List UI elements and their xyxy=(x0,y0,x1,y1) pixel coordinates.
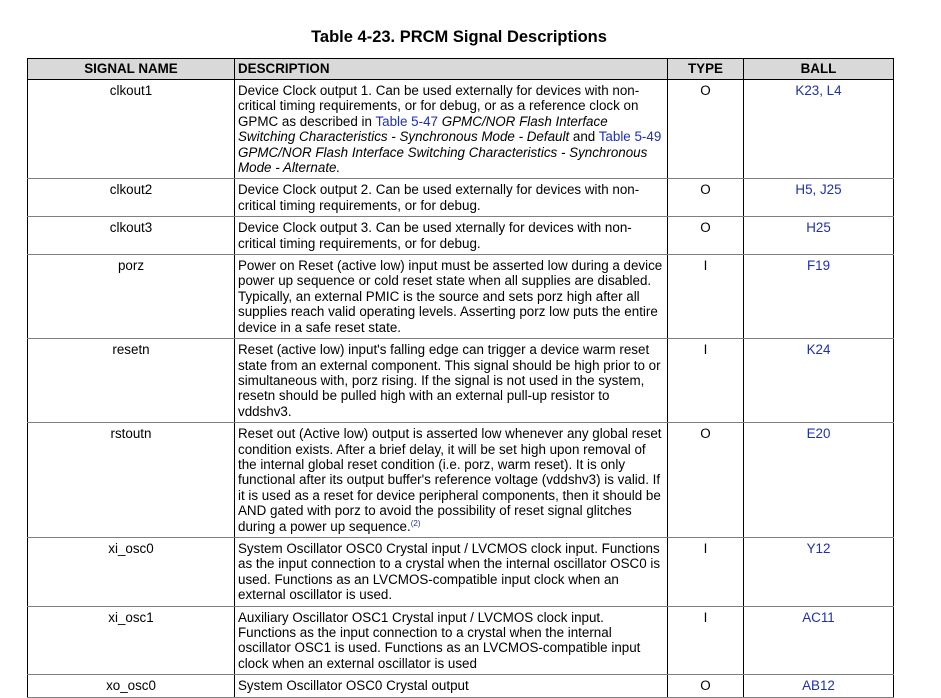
table-title: Table 4-23. PRCM Signal Descriptions xyxy=(311,28,607,46)
table-link[interactable]: Table 5-49 xyxy=(598,129,662,145)
ball-cell[interactable]: AC11 xyxy=(744,606,894,675)
type-cell: I xyxy=(668,255,744,339)
prcm-signal-table xyxy=(27,58,894,698)
ball-cell[interactable]: K23, L4 xyxy=(744,80,894,179)
type-cell: O xyxy=(668,675,744,697)
table-row xyxy=(28,255,894,339)
description-cell: System Oscillator OSC0 Crystal input / LVCMOS clock input. Functions as the input connection to a crystal when the internal oscillator OSC0 is used. Functions as an LVCMOS-compatible input clock when an external oscillator is used. xyxy=(235,537,668,606)
ball-cell[interactable]: F19 xyxy=(744,255,894,339)
description-cell: Reset (active low) input's falling edge can trigger a device warm reset state from an external component. This signal should be high prior to or simultaneous with, porz rising. If the signal is not used in the system, resetn should be pulled high with an external pull-up resistor to vddshv3. xyxy=(235,339,668,423)
header-type: TYPE xyxy=(668,59,744,80)
table-link-title: GPMC/NOR Flash Interface Switching Characteristics - Synchronous Mode - Alternate xyxy=(238,144,648,176)
description-cell xyxy=(235,80,668,179)
signal-name-cell: xo_osc0 xyxy=(28,675,235,697)
type-cell: I xyxy=(668,537,744,606)
signal-name-cell: porz xyxy=(28,255,235,339)
table-row xyxy=(28,423,894,538)
description-text: Reset out (Active low) output is asserted low whenever any global reset condition exists. After a brief delay, it will be set high upon removal of the internal global reset condition (i.e. porz, warm reset). It is only functional after its output buffer's reference voltage (vddshv3) is valid. If it is used as a reset for device peripheral components, then it should be AND gated with porz to avoid the possibility of reset signal glitches during a power up sequence. xyxy=(238,426,662,534)
type-cell: O xyxy=(668,423,744,538)
description-text: Device Clock output 1. Can be used externally for devices with non-critical timing requirements, or for debug, or as a reference clock on GPMC as described in xyxy=(238,83,640,129)
table-row xyxy=(28,339,894,423)
description-cell: Device Clock output 2. Can be used externally for devices with non-critical timing requirements, or for debug. xyxy=(235,179,668,217)
ball-cell[interactable]: AB12 xyxy=(744,675,894,697)
description-text: . xyxy=(336,160,341,176)
type-cell: I xyxy=(668,606,744,675)
signal-name-cell: clkout3 xyxy=(28,217,235,255)
description-cell: System Oscillator OSC0 Crystal output xyxy=(235,675,668,697)
header-description: DESCRIPTION xyxy=(235,59,668,80)
signal-name-cell: xi_osc1 xyxy=(28,606,235,675)
description-cell: Power on Reset (active low) input must be asserted low during a device power up sequence or cold reset state when all supplies are disabled. Typically, an external PMIC is the source and sets porz high after all supplies reach valid operating levels. Asserting porz low puts the entire device in a safe reset state. xyxy=(235,255,668,339)
signal-name-cell: rstoutn xyxy=(28,423,235,538)
type-cell: O xyxy=(668,217,744,255)
header-signal-name: SIGNAL NAME xyxy=(28,59,235,80)
signal-name-cell: resetn xyxy=(28,339,235,423)
description-text: and xyxy=(569,129,599,145)
table-row xyxy=(28,537,894,606)
table-row xyxy=(28,675,894,697)
ball-cell[interactable]: K24 xyxy=(744,339,894,423)
table-row xyxy=(28,606,894,675)
table-link[interactable]: Table 5-47 xyxy=(375,113,438,129)
description-cell: Auxiliary Oscillator OSC1 Crystal input / LVCMOS clock input. Functions as the input connection to a crystal when the internal oscillator OSC1 is used. Functions as an LVCMOS-compatible input clock when an external oscillator is used xyxy=(235,606,668,675)
ball-cell[interactable]: H25 xyxy=(744,217,894,255)
ball-cell[interactable]: E20 xyxy=(744,423,894,538)
description-cell xyxy=(235,423,668,538)
type-cell: O xyxy=(668,179,744,217)
type-cell: I xyxy=(668,339,744,423)
table-row xyxy=(28,179,894,217)
header-ball: BALL xyxy=(744,59,894,80)
signal-name-cell: xi_osc0 xyxy=(28,537,235,606)
ball-cell[interactable]: H5, J25 xyxy=(744,179,894,217)
table-row xyxy=(28,80,894,179)
table-link-title: GPMC/NOR Flash Interface Switching Characteristics - Synchronous Mode - Default xyxy=(238,113,608,145)
type-cell: O xyxy=(668,80,744,179)
table-header-row xyxy=(28,59,894,80)
signal-name-cell: clkout2 xyxy=(28,179,235,217)
footnote-ref[interactable]: (2) xyxy=(410,518,421,528)
description-cell: Device Clock output 3. Can be used xternally for devices with non-critical timing requirements, or for debug. xyxy=(235,217,668,255)
ball-cell[interactable]: Y12 xyxy=(744,537,894,606)
signal-name-cell: clkout1 xyxy=(28,80,235,179)
table-row xyxy=(28,217,894,255)
